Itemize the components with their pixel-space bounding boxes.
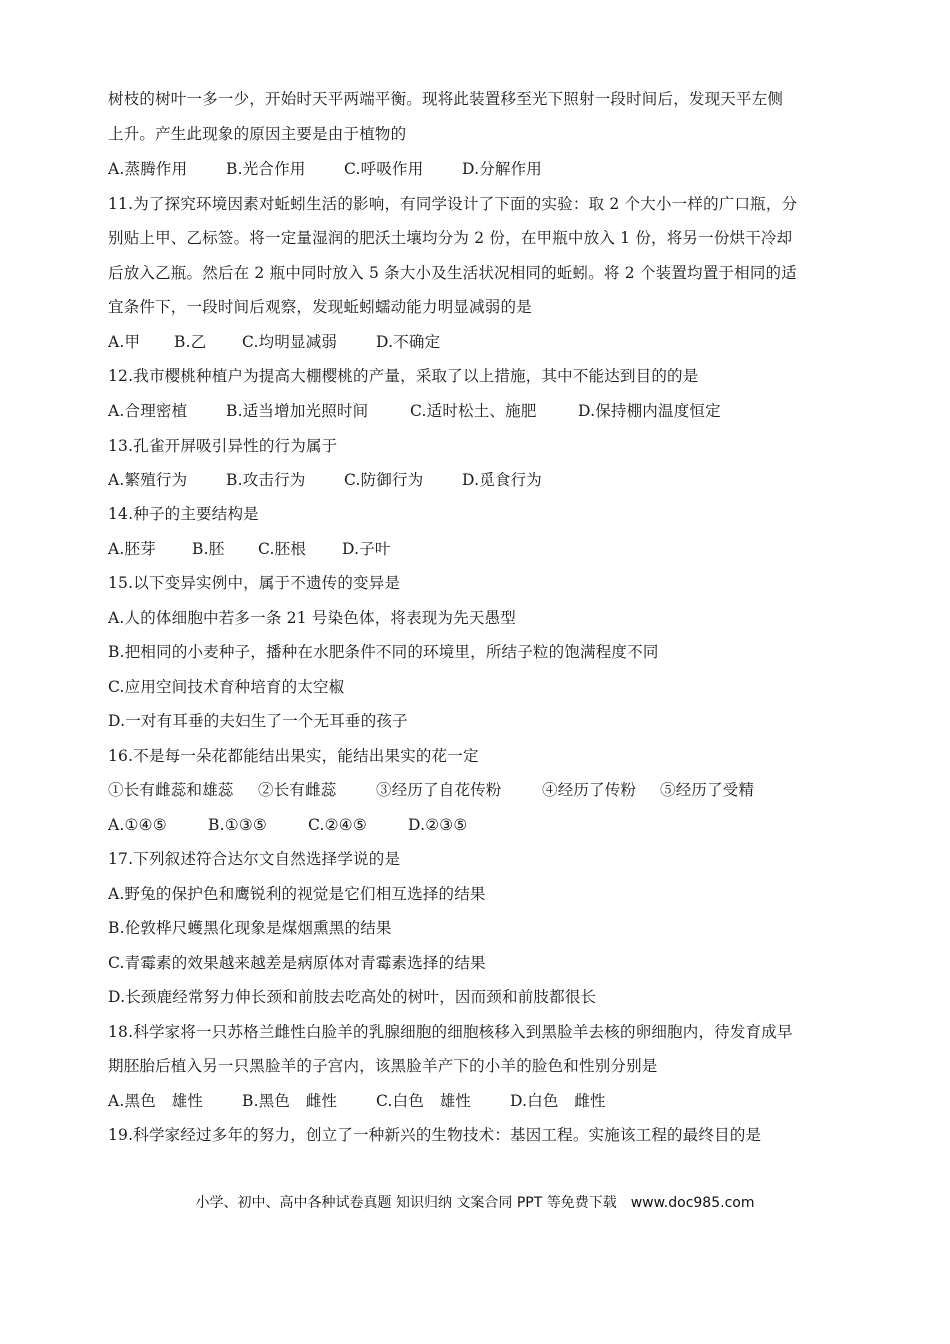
- q11-stem-line2: 别贴上甲、乙标签。将一定量湿润的肥沃土壤均分为 2 份，在甲瓶中放入 1 份，将另一份烘干冷却: [108, 229, 793, 247]
- q13-option-b: B.攻击行为: [226, 471, 306, 489]
- q10-option-a: A.蒸腾作用: [108, 160, 188, 178]
- q17-option-b: B.伦敦桦尺蠖黑化现象是煤烟熏黑的结果: [108, 919, 392, 937]
- q16-option-d: D.②③⑤: [408, 816, 468, 834]
- q13-option-c: C.防御行为: [344, 471, 424, 489]
- q18-option-d: D.白色 雌性: [510, 1092, 606, 1110]
- q10-stem-line1: 树枝的树叶一多一少，开始时天平两端平衡。现将此装置移至光下照射一段时间后，发现天平左侧: [108, 90, 784, 108]
- q18-option-b: B.黑色 雌性: [242, 1092, 338, 1110]
- q17-option-c: C.青霉素的效果越来越差是病原体对青霉素选择的结果: [108, 954, 486, 972]
- q10-option-d: D.分解作用: [462, 160, 543, 178]
- q13-options: [108, 470, 542, 490]
- q12-options: [108, 401, 721, 421]
- q18-option-a: A.黑色 雄性: [108, 1092, 204, 1110]
- q11-option-d: D.不确定: [376, 333, 441, 351]
- q16-option-c: C.②④⑤: [308, 816, 367, 834]
- q14-option-c: C.胚根: [258, 540, 307, 558]
- q11-stem-line3: 后放入乙瓶。然后在 2 瓶中同时放入 5 条大小及生活状况相同的蚯蚓。将 2 个装置均置于相同的适: [108, 264, 797, 282]
- q16-items: [108, 780, 754, 800]
- q14-option-b: B.胚: [192, 540, 225, 558]
- q18-stem-line1: 18.科学家将一只苏格兰雌性白脸羊的乳腺细胞的细胞核移入到黑脸羊去核的卵细胞内，待发育成早: [108, 1023, 793, 1041]
- q11-option-b: B.乙: [174, 333, 207, 351]
- q16-options: [108, 815, 468, 835]
- q18-options: [108, 1091, 606, 1111]
- q16-item-2: ②长有雌蕊: [258, 781, 337, 799]
- q16-item-4: ④经历了传粉: [542, 781, 637, 799]
- q19-stem: 19.科学家经过多年的努力，创立了一种新兴的生物技术：基因工程。实施该工程的最终目的是: [108, 1126, 762, 1144]
- q16-stem: 16.不是每一朵花都能结出果实，能结出果实的花一定: [108, 747, 479, 765]
- q15-option-a: A.人的体细胞中若多一条 21 号染色体，将表现为先天愚型: [108, 609, 516, 627]
- q11-options: [108, 332, 440, 352]
- q12-option-d: D.保持棚内温度恒定: [578, 402, 721, 420]
- q16-option-b: B.①③⑤: [208, 816, 268, 834]
- q12-option-b: B.适当增加光照时间: [226, 402, 369, 420]
- q12-option-a: A.合理密植: [108, 402, 188, 420]
- q14-options: [108, 539, 391, 559]
- q10-options: [108, 159, 542, 179]
- q12-option-c: C.适时松土、施肥: [410, 402, 537, 420]
- q11-option-c: C.均明显减弱: [242, 333, 338, 351]
- q18-stem-line2: 期胚胎后植入另一只黑脸羊的子宫内，该黑脸羊产下的小羊的脸色和性别分别是: [108, 1057, 658, 1075]
- q15-option-d: D.一对有耳垂的夫妇生了一个无耳垂的孩子: [108, 712, 408, 730]
- q15-option-c: C.应用空间技术育种培育的太空椒: [108, 678, 345, 696]
- q11-stem-line1: 11.为了探究环境因素对蚯蚓生活的影响，有同学设计了下面的实验：取 2 个大小一样的广口瓶，分: [108, 195, 798, 213]
- q16-item-3: ③经历了自花传粉: [376, 781, 502, 799]
- q17-option-d: D.长颈鹿经常努力伸长颈和前肢去吃高处的树叶，因而颈和前肢都很长: [108, 988, 597, 1006]
- q17-stem: 17.下列叙述符合达尔文自然选择学说的是: [108, 850, 401, 868]
- q16-item-5: ⑤经历了受精: [660, 781, 755, 799]
- q14-option-d: D.子叶: [342, 540, 391, 558]
- q15-stem: 15.以下变异实例中，属于不遗传的变异是: [108, 574, 401, 592]
- q13-stem: 13.孔雀开屏吸引异性的行为属于: [108, 437, 338, 455]
- q15-option-b: B.把相同的小麦种子，播种在水肥条件不同的环境里，所结子粒的饱满程度不同: [108, 643, 659, 661]
- q14-stem: 14.种子的主要结构是: [108, 505, 259, 523]
- q16-item-1: ①长有雌蕊和雄蕊: [108, 781, 234, 799]
- q16-option-a: A.①④⑤: [108, 816, 167, 834]
- q14-option-a: A.胚芽: [108, 540, 156, 558]
- q12-stem: 12.我市樱桃种植户为提高大棚樱桃的产量，采取了以上措施，其中不能达到目的的是: [108, 367, 699, 385]
- q13-option-d: D.觅食行为: [462, 471, 543, 489]
- q11-stem-line4: 宜条件下，一段时间后观察，发现蚯蚓蠕动能力明显减弱的是: [108, 298, 532, 316]
- q11-option-a: A.甲: [108, 333, 141, 351]
- q10-stem-line2: 上升。产生此现象的原因主要是由于植物的: [108, 125, 407, 143]
- q10-option-c: C.呼吸作用: [344, 160, 424, 178]
- q13-option-a: A.繁殖行为: [108, 471, 188, 489]
- q18-option-c: C.白色 雄性: [376, 1092, 472, 1110]
- q10-option-b: B.光合作用: [226, 160, 306, 178]
- page-footer: 小学、初中、高中各种试卷真题 知识归纳 文案合同 PPT 等免费下载 www.doc985.com: [195, 1195, 755, 1211]
- q17-option-a: A.野兔的保护色和鹰锐利的视觉是它们相互选择的结果: [108, 885, 486, 903]
